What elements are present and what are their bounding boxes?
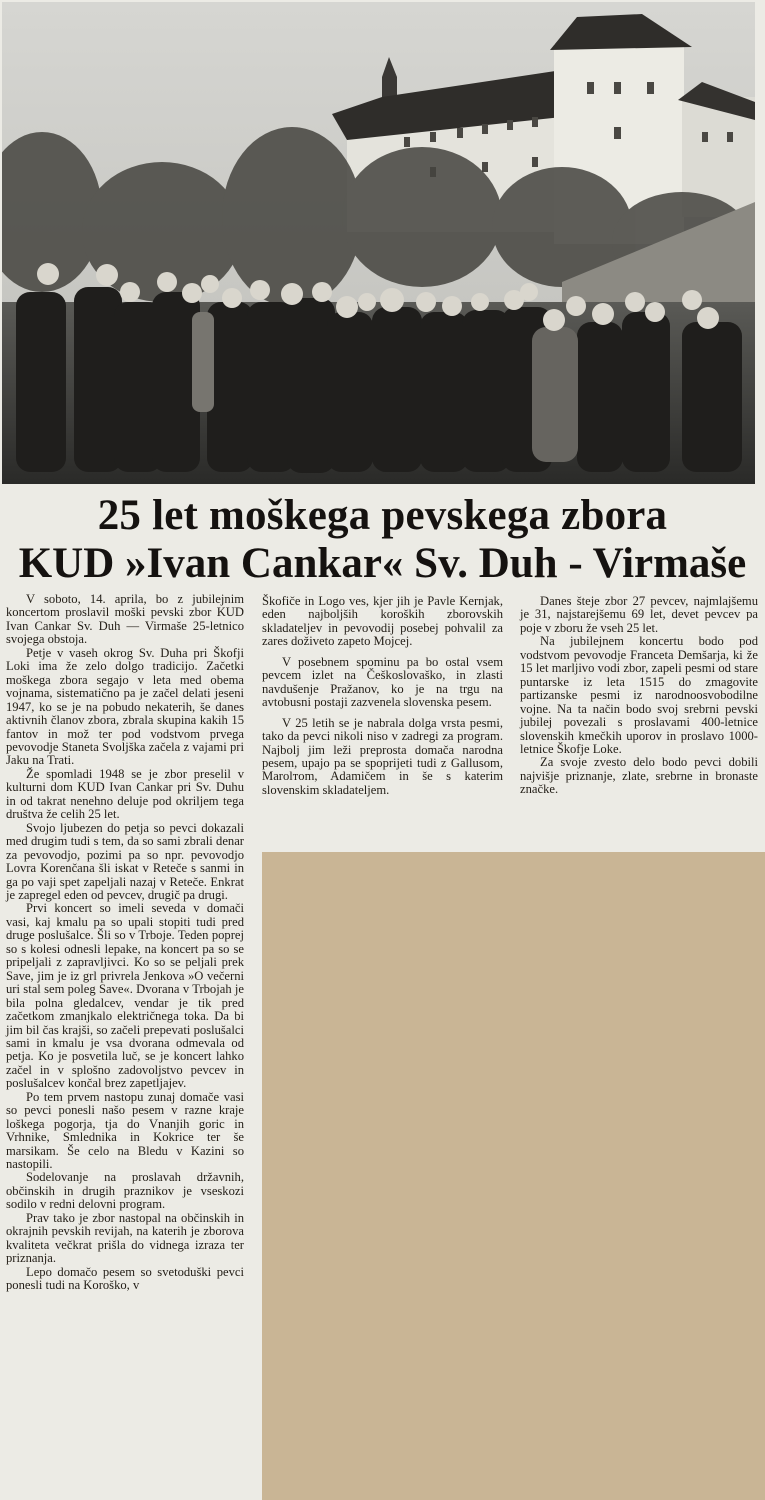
paragraph: Svojo ljubezen do petja so pevci dokazali med drugim tudi s tem, da so sami zbrali denar za pevovodjo, pozimi pa so npr. pevovodjo Lovra Korenčana šli iskat v Reteče s sanmi in ga po vaji spet zapeljali nazaj v Reteče. Enkrat je zapregel eden od pevcev, drugič pa drugi. [6, 820, 244, 902]
paragraph: Lepo domačo pesem so svetoduški pevci ponesli tudi na Koroško, v [6, 1264, 244, 1293]
paragraph: Danes šteje zbor 27 pevcev, najmlajšemu je 31, najstarejšemu 69 let, devet pevcev pa poje v zboru že vseh 25 let. [520, 594, 758, 635]
headline-line-2: KUD »Ivan Cankar« Sv. Duh - Virmaše [18, 540, 747, 587]
paragraph: Prvi koncert so imeli seveda v domači vasi, kaj kmalu pa so upali stopiti tudi pred druge poslušalce. Šli so v Trboje. Teden poprej so s kolesi odnesli lepake, na koncert pa so se pripeljali z zapravljivci. Ko so se peljali prek Save, jim je iz grl privrela Jenkova »O večerni uri stal sem poleg Save«. Dvorana v Trbojah je bila polna gledalcev, vendar je tik pred začetkom zmanjkalo električnega toka. Da bi jim bil čas krajši, so začeli prepevati poslušalci sami in kmalu je vsa dvorana odmevala od petja. Ko je posvetila luč, se je koncert lahko začel in v splošno zadovoljstvo pevcev in poslušalcev končal brez zapetljajev. [6, 901, 244, 1091]
article-column-2 [262, 595, 503, 797]
headline-line-1: 25 let moškega pevskega zbora [97, 492, 668, 539]
paragraph: V soboto, 14. aprila, bo z jubilejnim koncertom proslavil moški pevski zbor KUD Ivan Cankar Sv. Duh — Virmaše 25-letnico svojega obstoja. [6, 592, 244, 647]
paragraph: Sodelovanje na proslavah državnih, občinskih in drugih praznikov je vseskozi sodilo v redni delovni program. [6, 1170, 244, 1212]
paragraph: Prav tako je zbor nastopal na občinskih in okrajnih pevskih revijah, na katerih je zborova kvaliteta večkrat prišla do vidnega izraza ter priznanja. [6, 1210, 244, 1266]
article-column-1 [6, 593, 244, 1293]
paragraph: Za svoje zvesto delo bodo pevci dobili najvišje priznanje, zlate, srebrne in bronaste značke. [520, 755, 758, 797]
paragraph: Že spomladi 1948 se je zbor preselil v kulturni dom KUD Ivan Cankar pri Sv. Duhu in od takrat nenehno deluje pod okriljem tega društva že celih 25 let. [6, 766, 244, 822]
paragraph: Petje v vaseh okrog Sv. Duha pri Škofji Loki ima že zelo dolgo tradicijo. Začetki moškega zbora segajo v leta med obema vojnama, sistematično pa je začel delati jeseni 1947, ko se je na pobudo nekaterih, še danes aktivnih članov zbora, zbrala skupina kakih 15 fantov in mož ter pod vodstvom prvega pevovodje Staneta Svoljška začela z vajami pri Jaku na Trati. [6, 645, 244, 768]
paragraph: V posebnem spominu pa bo ostal vsem pevcem izlet na Češkoslovaško, in zlasti navdušenje Pražanov, ko je na trgu na avtobusni postaji zazvenela slovenska pesem. [262, 654, 503, 710]
headline [0, 492, 765, 588]
paragraph: Na jubilejnem koncertu bodo pod vodstvom pevovodje Franceta Demšarja, ki že 15 let marljivo vodi zbor, zapeli pesmi od stare puntarske iz leta 1515 do zmagovite partizanske pesmi iz narodnoosvobodilne vojne. Na ta način bodo svoj srebrni pevski jubilej povezali s proslavami 400-letnice slovenskih kmečkih uporov in proslavo 1000-letnice Škofje Loke. [520, 634, 758, 756]
paragraph: Škofiče in Logo ves, kjer jih je Pavle Kernjak, eden najboljših koroških zborovskih skladateljev in pevovodij posebej pohvalil za zares doživeto zapeto Mojcej. [262, 594, 503, 649]
paragraph: V 25 letih se je nabrala dolga vrsta pesmi, tako da pevci nikoli niso v zadregi za program. Najbolj jim leži preprosta domača narodna pesem, upajo pa se spoprijeti tudi z Gallusom, Marolтom, Adamičem in še s katerim slovenskim skladateljem. [262, 715, 503, 797]
article-column-3 [520, 595, 758, 797]
paragraph: Po tem prvem nastopu zunaj domače vasi so pevci ponesli našo pesem v razne kraje loškega pogorja, tja do Vnanjih goric in Vrhnike, Smlednika in Kokrice ter še marsikam. Še celo na Bledu v Kazini so nastopili. [6, 1089, 244, 1172]
group-photo-castle-icon [2, 2, 755, 484]
